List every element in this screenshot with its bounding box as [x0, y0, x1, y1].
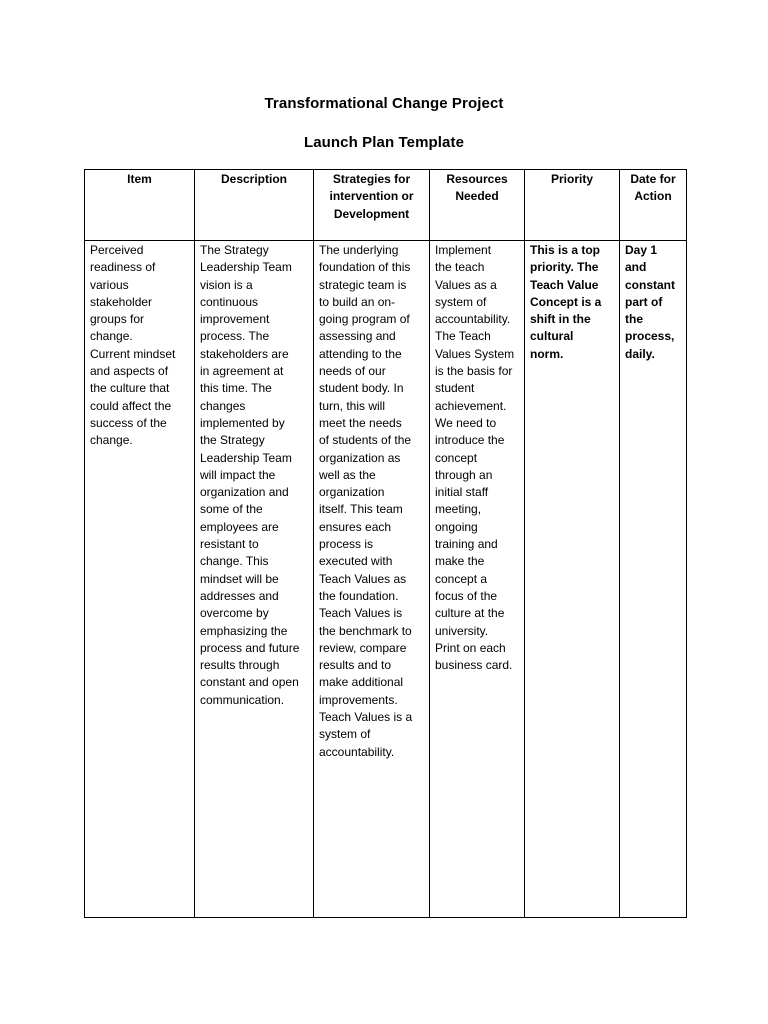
- document-subtitle: Launch Plan Template: [303, 134, 465, 151]
- cell-description: The Strategy Leadership Team vision is a continuous improvement process. The stakeholders are in agreement at this time. The changes implemented by the Strategy Leadership Team will impact the organization and some of the employees are resistant to change. This mindset will be addresses and overcome by emphasizing the process and future results through constant and open communication.: [195, 241, 314, 918]
- column-header-date: Date for Action: [620, 170, 687, 241]
- launch-plan-table: [84, 169, 687, 918]
- cell-resources: Implement the teach Values as a system of accountability. The Teach Values System is the basis for student achievement. We need to introduce the concept through an initial staff meeting, ongoing training and make the concept a focus of the culture at the university. Print on each business card.: [430, 241, 525, 918]
- column-header-description: Description: [195, 170, 314, 241]
- column-header-strategies: Strategies for intervention or Development: [314, 170, 430, 241]
- column-header-resources: Resources Needed: [430, 170, 525, 241]
- table-row: [85, 241, 687, 918]
- column-header-priority: Priority: [525, 170, 620, 241]
- cell-priority: This is a top priority. The Teach Value Concept is a shift in the cultural norm.: [525, 241, 620, 918]
- column-header-item: Item: [85, 170, 195, 241]
- cell-strategies: The underlying foundation of this strategic team is to build an on- going program of assessing and attending to the needs of our student body. In turn, this will meet the needs of students of the organization as well as the organization itself. This team ensures each process is executed with Teach Values as the foundation. Teach Values is the benchmark to review, compare results and to make additional improvements. Teach Values is a system of accountability.: [314, 241, 430, 918]
- table-header-row: [85, 170, 687, 241]
- document-title: Transformational Change Project: [264, 95, 504, 112]
- cell-date: Day 1 and constant part of the process, daily.: [620, 241, 687, 918]
- cell-item: Perceived readiness of various stakeholder groups for change. Current mindset and aspects of the culture that could affect the success of the change.: [85, 241, 195, 918]
